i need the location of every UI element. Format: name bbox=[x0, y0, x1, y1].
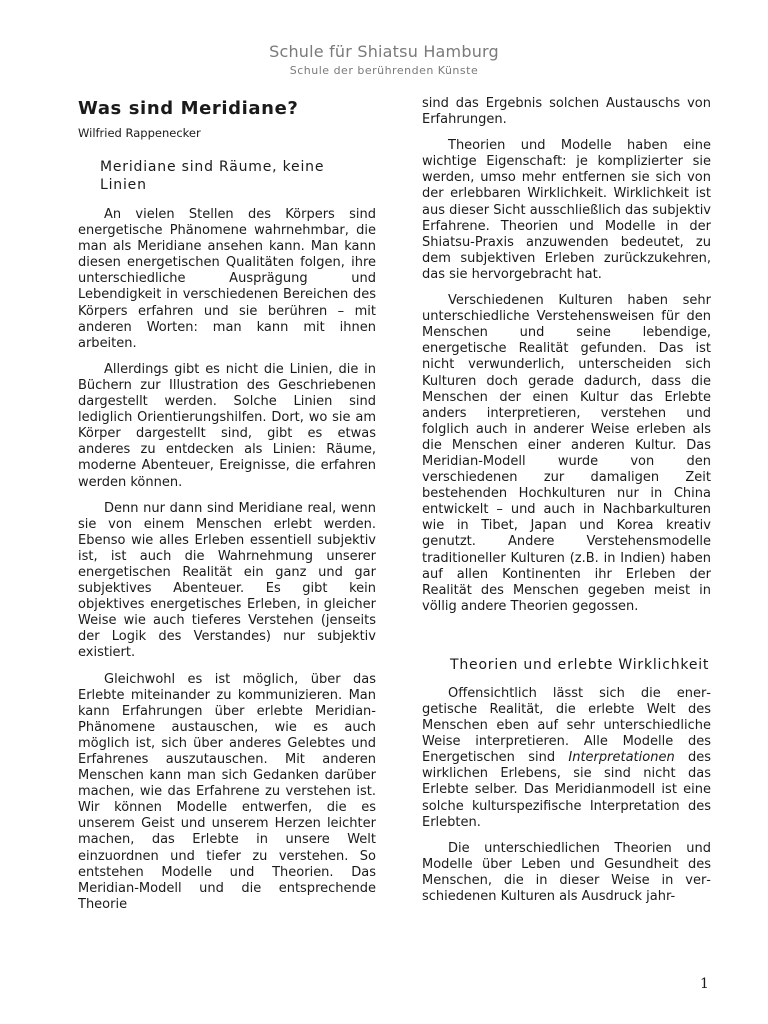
paragraph bbox=[422, 686, 711, 831]
paragraph: Die unterschiedlichen Theorien und Modelle über Leben und Gesundheit des Menschen, die in dieser Weise in verschiedenen Kulturen als Ausdruck jahr- bbox=[422, 840, 711, 905]
paragraph: Denn nur dann sind Meridiane real, wenn sie von einem Menschen erlebt werden. Ebenso wie alles Erleben essentiell subjektiv ist, ist auch die Wahrnehmung unserer energetischen Realität ein ganz und gar subjektives Abenteuer. Es gibt kein objektives energetisches Erleben, in gleicher Weise wie auch tieferes Verstehen (jenseits der Logik des Verstandes) nur subjektiv existiert. bbox=[78, 500, 376, 661]
left-column bbox=[78, 96, 376, 913]
paragraph-text: Offensichtlich lässt sich die energetische Realität, die erlebte Welt des Menschen eben auf sehr unterschiedliche Weise interpretieren. Alle Modelle des Energetischen sind bbox=[422, 685, 711, 766]
page-number: 1 bbox=[700, 976, 709, 992]
section-heading-meridiane: Meridiane sind Räume, keine Linien bbox=[100, 159, 325, 193]
school-name: Schule für Shiatsu Hamburg bbox=[269, 42, 499, 61]
page-header bbox=[0, 42, 768, 78]
paragraph-text: des wirklichen Erlebens, sie sind nicht das Erlebte selber. Das Meridianmodell ist eine solche kulturspezifische Interpretation des Erlebten. bbox=[422, 750, 711, 830]
section-heading-theorien: Theorien und erlebte Wirklichkeit bbox=[450, 656, 710, 673]
right-column bbox=[422, 96, 711, 905]
school-subtitle: Schule der berührenden Künste bbox=[289, 64, 479, 77]
paragraph: Allerdings gibt es nicht die Linien, die in Büchern zur Illustration des Geschriebenen dargestellt werden. Solche Linien sind lediglich Orientierungshilfen. Dort, wo sie am Körper dargestellt sind, gibt es etwas anderes zu entdecken als Linien: Räume, moderne Abenteuer, Ereignisse, die erfahren werden können. bbox=[78, 361, 376, 490]
emphasis-text: Interpretationen bbox=[568, 750, 675, 766]
paragraph: An vielen Stellen des Körpers sind energetische Phänomene wahrnehmbar, die man als Meridiane ansehen kann. Man kann diesen energetischen Qualitäten folgen, ihre unterschiedliche Ausprägung und Lebendigkeit in verschiedenen Bereichen des Körpers erfahren und sie berühren – mit anderen Worten: man kann mit ihnen arbeiten. bbox=[78, 207, 376, 351]
article-title: Was sind Meridiane? bbox=[78, 98, 299, 119]
paragraph: Gleichwohl es ist möglich, über das Erlebte miteinander zu kommunizieren. Man kann Erfahrungen über erlebte Meridian-Phänomene austauschen, wie es auch möglich ist, sich über anderes Gelebtes und Erfahrenes auszutauschen. Mit anderen Menschen kann man sich Gedanken darüber machen, wie das Erfahrene zu verstehen ist. Wir können Modelle entwerfen, die es unserem Geist und unserem Herzen leichter machen, das Erlebte in unsere Welt einzuordnen und tiefer zu verstehen. So entstehen Modelle und Theorien. Das Meridian-Modell und die entsprechende Theorie bbox=[78, 671, 376, 912]
paragraph: Verschiedenen Kulturen haben sehr unterschiedliche Verstehensweisen für den Menschen und seine lebendige, energetische Realität gefunden. Das ist nicht verwunderlich, unterscheiden sich Kulturen doch gerade dadurch, dass die Menschen der einen Kultur das Erlebte anders interpretieren, verstehen und folglich auch in anderer Weise erleben als die Menschen einer anderen Kultur. Das Meridian-Modell wurde von den verschiedenen zur damaligen Zeit bestehenden Hochkulturen nur in China entwickelt – und auch in Nachbarkulturen wie in Tibet, Japan und Korea kreativ genutzt. Andere Verstehensmodelle traditioneller Kulturen (z.B. in Indien) haben auf allen Kontinenten ihr Erleben der Realität des Menschen gegeben meist in völlig andere Theorien gegossen. bbox=[422, 293, 711, 614]
article-author: Wilfried Rappenecker bbox=[78, 126, 201, 140]
paragraph: Theorien und Modelle haben eine wichtige Eigenschaft: je komplizierter sie werden, umso mehr entfernen sie sich von der erlebbaren Wirklichkeit. Wirklichkeit ist aus dieser Sicht ausschließlich das subjektiv Erfahrene. Theorien und Modelle in der Shiatsu-Praxis anzuwenden bedeutet, zu dem subjektiven Erleben zurückzukehren, das sie hervorgebracht hat. bbox=[422, 138, 711, 282]
paragraph-continued: sind das Ergebnis solchen Austauschs von Erfahrungen. bbox=[422, 96, 711, 128]
